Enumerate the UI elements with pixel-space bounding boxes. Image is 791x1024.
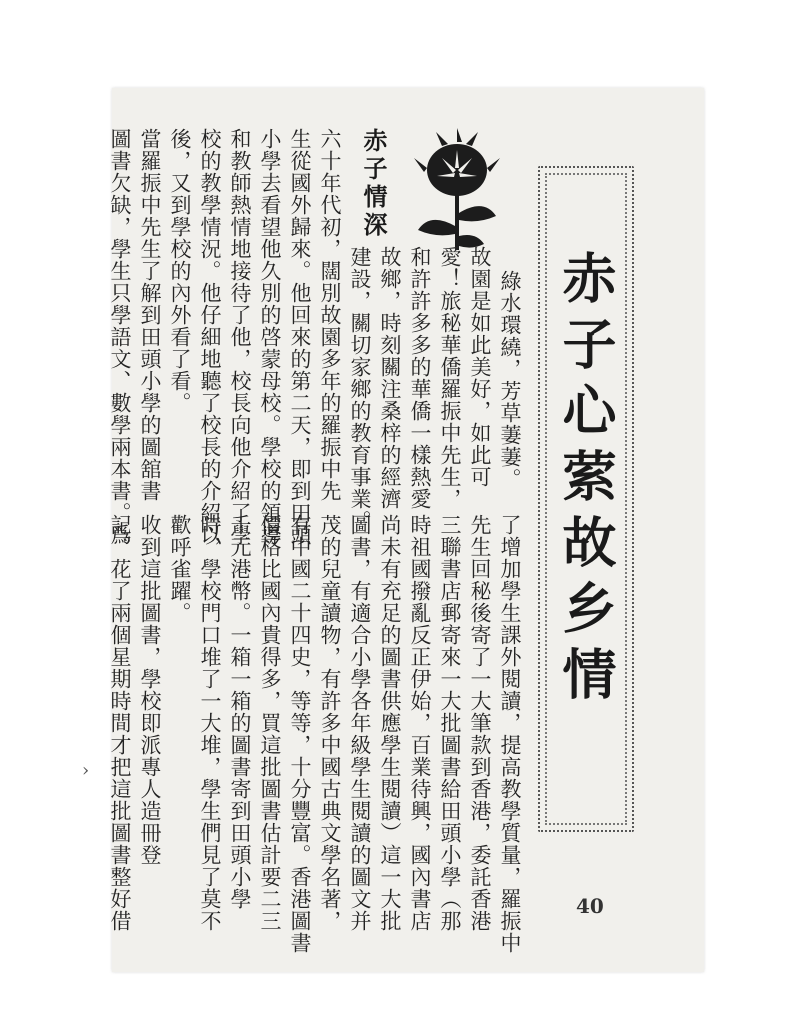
- text-column: 千元港幣。一箱一箱的圖書寄到田頭小學: [228, 514, 252, 910]
- text-column: 先生回秘後寄了一大筆款到香港，委託香港: [468, 514, 492, 932]
- text-column: 了增加學生課外閱讀，提高教學質量，羅振中: [498, 514, 522, 954]
- text-column: 歡呼雀躍。: [168, 514, 192, 624]
- text-column: 記。花了兩個星期時間才把這批圖書整好借: [108, 514, 132, 932]
- text-column: 圖書欠缺，學生只學語文、數學兩本書。爲: [108, 128, 132, 546]
- text-column: 六十年代初，闊別故園多年的羅振中先: [318, 128, 342, 502]
- text-column: 三聯書店郵寄來一大批圖書給田頭小學（那: [438, 514, 462, 932]
- text-column: 建設，關切家鄉的教育事業。: [348, 246, 372, 532]
- text-column: 有中國二十四史，等等，十分豐富。香港圖書: [288, 514, 312, 954]
- text-column: 圖書，有適合小學各年級學生閱讀的圖文并: [348, 514, 372, 932]
- text-column: 生從國外歸來。他回來的第二天，即到田頭: [288, 128, 312, 546]
- text-column: 綠水環繞，芳草萋萋。: [498, 270, 522, 490]
- text-column: 小學去看望他久別的啓蒙母校。學校的領導: [258, 128, 282, 546]
- text-column: 後，又到學校的內外看了看。: [168, 128, 192, 414]
- text-column: 時，學校門口堆了一大堆，學生們見了莫不: [198, 514, 222, 932]
- text-column: 愛！旅秘華僑羅振中先生，: [438, 246, 462, 510]
- page-title: 赤子心萦故乡情: [554, 250, 618, 712]
- chrysanthemum-illustration: [412, 128, 502, 258]
- text-column: 時祖國撥亂反正伊始，百業待興，國內書店: [408, 514, 432, 932]
- section-subtitle: 赤子情深: [359, 128, 388, 240]
- text-column: 和許許多多的華僑一樣熱愛: [408, 246, 432, 510]
- page-edge-mark: ›: [82, 760, 90, 781]
- text-column: 尚未有充足的圖書供應學生閱讀）這一大批: [378, 514, 402, 932]
- page-number: 40: [576, 894, 604, 918]
- text-column: 和教師熱情地接待了他，校長向他介紹了學: [228, 128, 252, 546]
- text-column: 價格比國內貴得多，買這批圖書估計要二三: [258, 514, 282, 932]
- text-column: 故園是如此美好，如此可: [468, 246, 492, 488]
- text-column: 茂的兒童讀物，有許多中國古典文學名著，: [318, 514, 342, 932]
- text-column: 當羅振中先生了解到田頭小學的圖舘書: [138, 128, 162, 502]
- text-column: 校的教學情況。他仔細地聽了校長的介紹以: [198, 128, 222, 546]
- text-column: 故鄉，時刻關注桑梓的經濟: [378, 246, 402, 510]
- text-column: 收到這批圖書，學校即派專人造冊登: [138, 514, 162, 866]
